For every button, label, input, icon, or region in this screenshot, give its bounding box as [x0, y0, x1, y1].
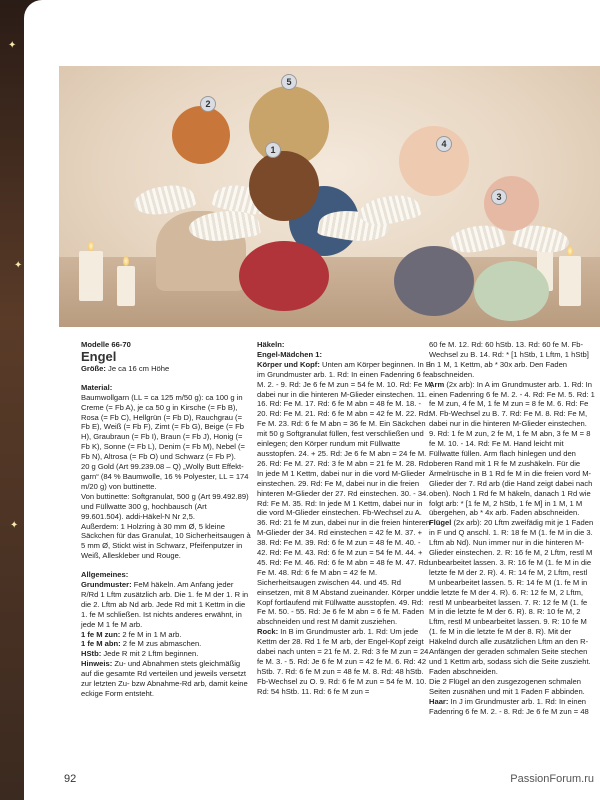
models-label: Modelle 66-70 — [81, 340, 131, 349]
candle — [79, 251, 103, 301]
pattern-title: Engel — [81, 348, 117, 364]
arm-body: (2x arb): In A im Grundmuster arb. 1. Rd: In einen Fadenring 6 fe M. 2. - 4. Rd: Fe M. 5. Rd: 1 fe M zun, 4 fe M, 1 fe M zun = 8 fe M. 6. Rd: Fe M. Fb-Wechsel zu B. 7. Rd: Fe M. 8. Rd: Fe M, dabei nur in die hinteren M-Glieder einstechen. 9. Rd: 1 fe M zun, 2 fe M, 1 fe M abn, 3 fe M = 8 fe M. 10. - 14. Rd: Fe M. Hand leicht mit Füllwatte füllen. Arm flach hinlegen und den oberen Rand mit 1 R fe M zushäkeln. Für die Ärmelrüsche in B 1 Rd fe M in die freien vord M-Glieder der 7. Rd arb (die Hand zeigt dabei nach oben). Noch 1 Rd fe M häkeln, danach 1 Rd wie folgt arb: * [1 fe M, 2 hStb, 1 fe M] in 1 M, 1 M übergehen, ab * 4x arb. Faden abschneiden. — [429, 379, 595, 518]
material-text: Baumwollgarn (LL = ca 125 m/50 g): ca 100 g in Creme (= Fb A), je ca 50 g in Kirsche (= Fb B), Rosa (= Fb C), Hellgrün (= Fb D), Rauchgrau (= Fb E), Weiß (= Fb F), Zimt (= Fb G), Beige (= Fb H), Graubraun (= Fb I), Braun (= Fb J), Honig (= Fb K), Sonne (= Fb L), Denim (= Fb M), Nebel (= Fb N), Altrosa (= Fb O) und Schwarz (= Fb P). — [81, 392, 245, 462]
hstb-label: HStb: — [81, 649, 102, 659]
page-number: 92 — [64, 773, 77, 785]
size-label: Größe: — [81, 363, 106, 373]
hstb-text — [81, 649, 251, 659]
haekeln-heading: Häkeln: — [257, 340, 285, 349]
maedchen-heading: Engel-Mädchen 1: — [257, 349, 322, 359]
angel-number-4: 4 — [436, 136, 452, 152]
angel-number-2: 2 — [200, 96, 216, 112]
magazine-page — [24, 0, 600, 800]
site-credit: PassionForum.ru — [510, 773, 594, 785]
grundmuster-body: FeM häkeln. Am Anfang jeder R/Rd 1 Lftm zusätzlich arb. Die 1. fe M der 1. R in die 2. Lftm ab Nd arb. Jede Rd mit 1 Kettm in die 1. fe M schließen. Ist nichts anderes erwähnt, in jede M 1 fe M arb. — [81, 580, 249, 629]
general-label: Allgemeines: — [81, 570, 129, 580]
koerper-label: Körper und Kopf: — [257, 359, 320, 369]
angel-number-5: 5 — [281, 74, 297, 90]
grundmuster-label: Grundmuster: — [81, 580, 132, 590]
star-decoration: ✦ — [14, 260, 23, 271]
abn-label: 1 fe M abn: — [81, 639, 121, 649]
star-decoration: ✦ — [10, 520, 19, 531]
zun-body: 2 fe M in 1 M arb. — [120, 629, 182, 639]
column-right — [429, 340, 595, 716]
rock-continued-text: 60 fe M. 12. Rd: 60 hStb. 13. Rd: 60 fe M. Fb-Wechsel zu B. 14. Rd: * [1 hStb, 1 Lftm, 1 hStb] in 1 M, 1 Kettm, ab * 30x arb. Den Faden abschneiden. — [429, 340, 589, 379]
star-decoration: ✦ — [8, 40, 17, 51]
material-label: Material: — [81, 382, 113, 392]
haar-label: Haar: — [429, 696, 449, 706]
size-line — [81, 364, 251, 374]
abn-text — [81, 639, 251, 649]
koerper-text — [257, 360, 433, 627]
angel-number-1: 1 — [265, 142, 281, 158]
abn-body: 2 fe M zus abmaschen. — [120, 639, 202, 649]
koerper-body: Unten am Körper beginnen. In B im Grundmuster arb. 1. Rd: In einen Fadenring 6 fe M. 2. - 9. Rd: Je 6 fe M zun = 54 fe M. 10. Rd: Fe M, dabei nur in die hinteren M-Glieder einstechen. 11. - 16. Rd: Fe M. 17. Rd: 6 fe M abn = 48 fe M. 18. - 20. Rd: Fe M. 21. Rd: 6 fe M abn = 42 fe M. 22. Rd: Fe M. 23. Rd: 6 fe M abn = 36 fe M. Ein Säckchen mit 50 g Softgranulat füllen, fest verschließen und einlegen; den Körper rundum mit Füllwatte ausstopfen. 24. + 25. Rd: Je 6 fe M abn = 24 fe M. 26. Rd: Fe M. 27. Rd: 3 fe M abn = 21 fe M. 28. Rd: In jede M 1 Kettm, dabei nur in die vord M-Glieder einstechen. 29. Rd: Fe M, dabei nur in die freien hinteren M-Glieder der 27. Rd einstechen. 30. - 34. Rd: Fe M. 35. Rd: In jede M 1 Kettm, dabei nur in die vord M-Glieder einstechen. Fb-Wechsel zu A. 36. Rd: 21 fe M zun, dabei nur in die freien hinteren M-Glieder der 34. Rd einstechen = 42 fe M. 37. + 38. Rd: Fe M. 39. Rd: 6 fe M zun = 48 fe M. 40. - 42. Rd: Fe M. 43. Rd: 6 fe M zun = 54 fe M. 44. + 45. Rd: Fe M. 46. Rd: 6 fe M abn = 48 fe M. 47. Rd: Fe M. 48. Rd: 6 fe M abn = 42 fe M. Sicherheitsaugen zwischen 44. und 45. Rd einsetzen, mit 8 M Abstand zueinander. Körper und Kopf fortlaufend mit Füllwatte ausstopfen. 49. Rd: Fe M. 50. - 55. Rd: Je 6 fe M abn = 6 fe M. Faden abschneiden und rest M damit zusziehen. — [257, 359, 433, 627]
hstb-body: Jede R mit 2 Lftm beginnen. — [101, 649, 199, 659]
hinweis-body: Zu- und Abnahmen stets gleichmäßig auf die gesamte Rd verteilen und jeweils versetzt zur letzten Zu- bzw Abnahme-Rd arb, damit keine eckige Form entsteht. — [81, 659, 248, 698]
size-text: Je ca 16 cm Höhe — [105, 363, 170, 373]
arm-label: Arm — [429, 379, 445, 389]
candle — [117, 266, 135, 306]
grundmuster-text — [81, 580, 251, 630]
haar-body: In J im Grundmuster arb. 1. Rd: In einen Fadenring 6 fe M. 2. - 8. Rd: Je 6 fe M zun = 48 — [429, 696, 589, 716]
hinweis-text — [81, 659, 251, 699]
rock-body: In B im Grundmuster arb. 1. Rd: Um jede Kettm der 28. Rd 1 fe M arb, der Engel-Kopf zeigt dabei nach unten = 21 fe M. 2. Rd: 3 fe M zun = 24 fe M. 3. - 5. Rd: Je 6 fe M zun = 42 fe M. 6. Rd: 42 hStb. 7. Rd: 6 fe M zun = 48 fe M. 8. Rd: 48 hStb. Fb-Wechsel zu O. 9. Rd: 6 fe M zun = 54 fe M. 10. Rd: 54 hStb. 11. Rd: 6 fe M zun = — [257, 627, 429, 696]
rock-label: Rock: — [257, 627, 279, 637]
column-left — [81, 340, 251, 699]
buttinette-text: Von buttinette: Softgranulat, 500 g (Art 99.492.89) und Füllwatte 300 g, hochbausch (Art 99.601.504). addi-Häkel-N Nr 2,5. — [81, 491, 249, 521]
angel-number-3: 3 — [491, 189, 507, 205]
gold-yarn-text: 20 g Gold (Art 99.239.08 – Q) „Wolly Butt Effekt-garn“ (84 % Baumwolle, 16 % Polyester, LL = 174 m/20 g) von buttinette. — [81, 462, 249, 491]
fluegel-body: (2x arb): 20 Lftm zweifädig mit je 1 Faden in F und Q anschl. 1. R: 18 fe M (1. fe M in die 3. Lftm ab Nd). Nun immer nur in die hinteren M-Glieder einstechen. 2. R: 16 fe M, 2 Lftm, restl M unbearbeitet lassen. 3. R: 16 fe M (1. fe M in die letzte fe M der 2. R). 4. R: 14 fe M, 2 Lftm, restl M unbearbeitet lassen. 5. R: 14 fe M (1. fe M in die letzte fe M der 4. R). 6. R: 12 fe M, 2 Lftm, restl M unbearbeitet lassen. 7. R: 12 fe M (1. fe M in die letzte fe M der 6. R). 8. R: 10 fe M, 2 Lftm, restl M unbearbeitet lassen. 9. R: 10 fe M (1. fe M in die letzte fe M der 8. R). Mit der Häkelnd durch alle zusätzlichen Lftm an den R-Anfängen der geraden schmalen Seite stechen und 1 Kettm arb, sodass sich die Seite zuszieht. Faden abschneiden. — [429, 518, 594, 676]
fluegel-label: Flügel — [429, 518, 452, 528]
zun-label: 1 fe M zun: — [81, 629, 121, 639]
arm-text — [429, 380, 595, 519]
hinweis-label: Hinweis: — [81, 659, 113, 669]
zwei-fluegel-text: Die 2 Flügel an den zusgezogenen schmalen Seiten zusnähen und mit 1 Faden F abbinden. — [429, 676, 585, 696]
angels-photo — [59, 66, 600, 327]
fluegel-text — [429, 518, 595, 677]
rock-text — [257, 627, 433, 696]
also-needed-text: Außerdem: 1 Holzring à 30 mm Ø, 5 kleine Säckchen für das Granulat, 10 Sicherheitsaugen à 5 mm Ø, Stickt wist in Schwarz, Pfeifenputzer in Weiß, Alleskleber und Rouge. — [81, 521, 251, 561]
zun-text — [81, 630, 251, 640]
column-middle — [257, 340, 433, 697]
haar-text — [429, 697, 595, 717]
candle — [559, 256, 581, 306]
